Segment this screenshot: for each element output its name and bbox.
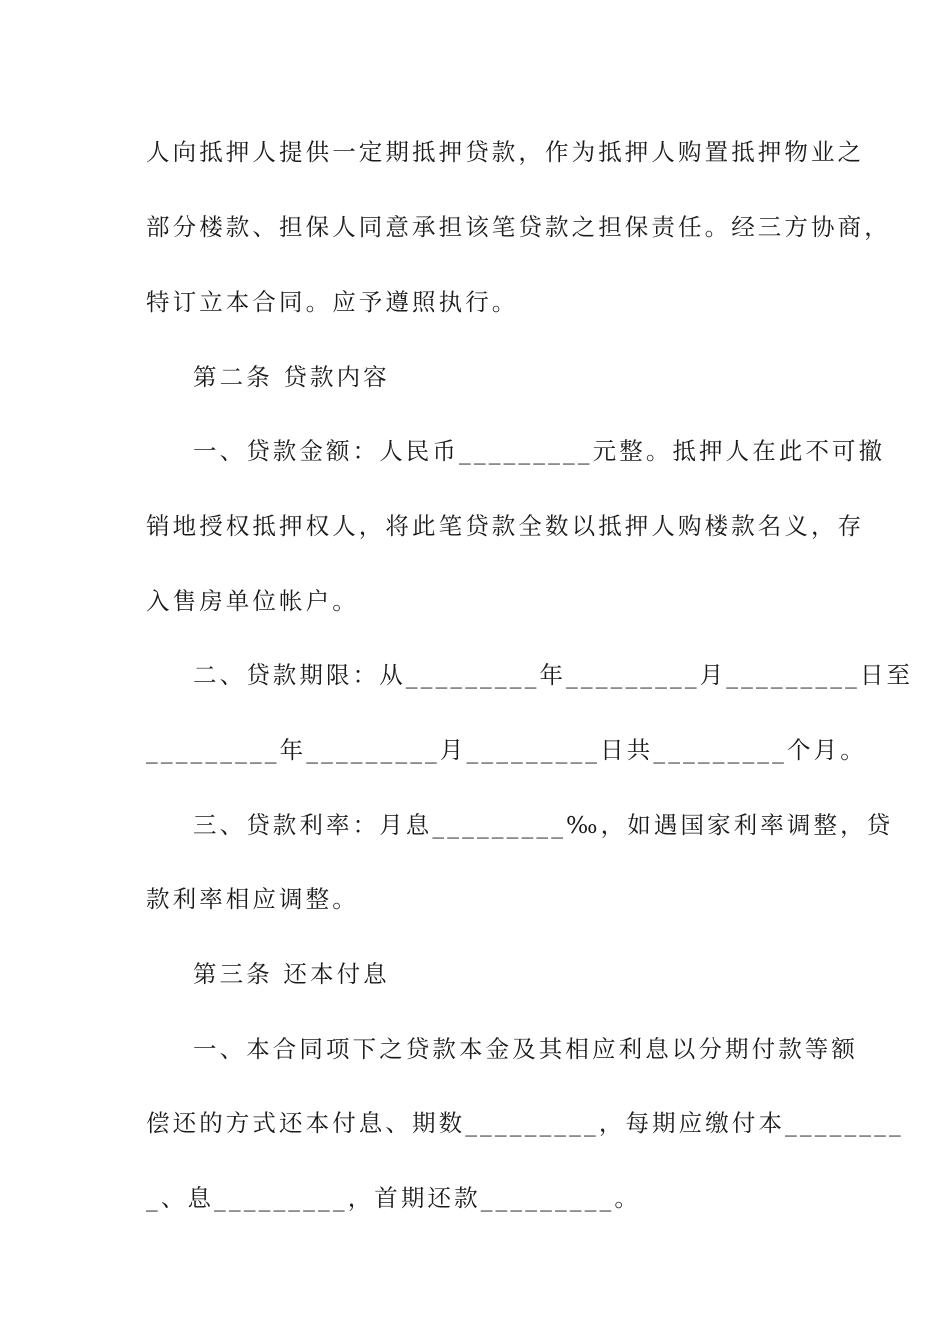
paragraph-line: _________年_________月_________日共_________个月。: [146, 736, 867, 764]
paragraph-line: _、息_________，首期还款_________。: [146, 1184, 641, 1212]
paragraph-line: 一、本合同项下之贷款本金及其相应利息以分期付款等额: [193, 1035, 858, 1063]
paragraph-line: 入售房单位帐户。: [146, 587, 359, 615]
paragraph-line: 部分楼款、担保人同意承担该笔贷款之担保责任。经三方协商，: [146, 213, 891, 241]
section-heading: 第三条 还本付息: [193, 960, 390, 988]
paragraph-line: 特订立本合同。应予遵照执行。: [146, 288, 519, 316]
section-heading: 第二条 贷款内容: [193, 363, 390, 391]
paragraph-line: 二、贷款期限：从_________年_________月_________日至: [193, 661, 914, 689]
paragraph-line: 人向抵押人提供一定期抵押贷款，作为抵押人购置抵押物业之: [146, 138, 865, 166]
paragraph-line: 偿还的方式还本付息、期数_________，每期应缴付本________: [146, 1109, 904, 1137]
paragraph-line: 款利率相应调整。: [146, 885, 359, 913]
paragraph-line: 销地授权抵押权人，将此笔贷款全数以抵押人购楼款名义，存: [146, 512, 865, 540]
paragraph-line: 三、贷款利率：月息_________‰，如遇国家利率调整，贷: [193, 811, 894, 839]
paragraph-line: 一、贷款金额：人民币_________元整。抵押人在此不可撤: [193, 437, 886, 465]
